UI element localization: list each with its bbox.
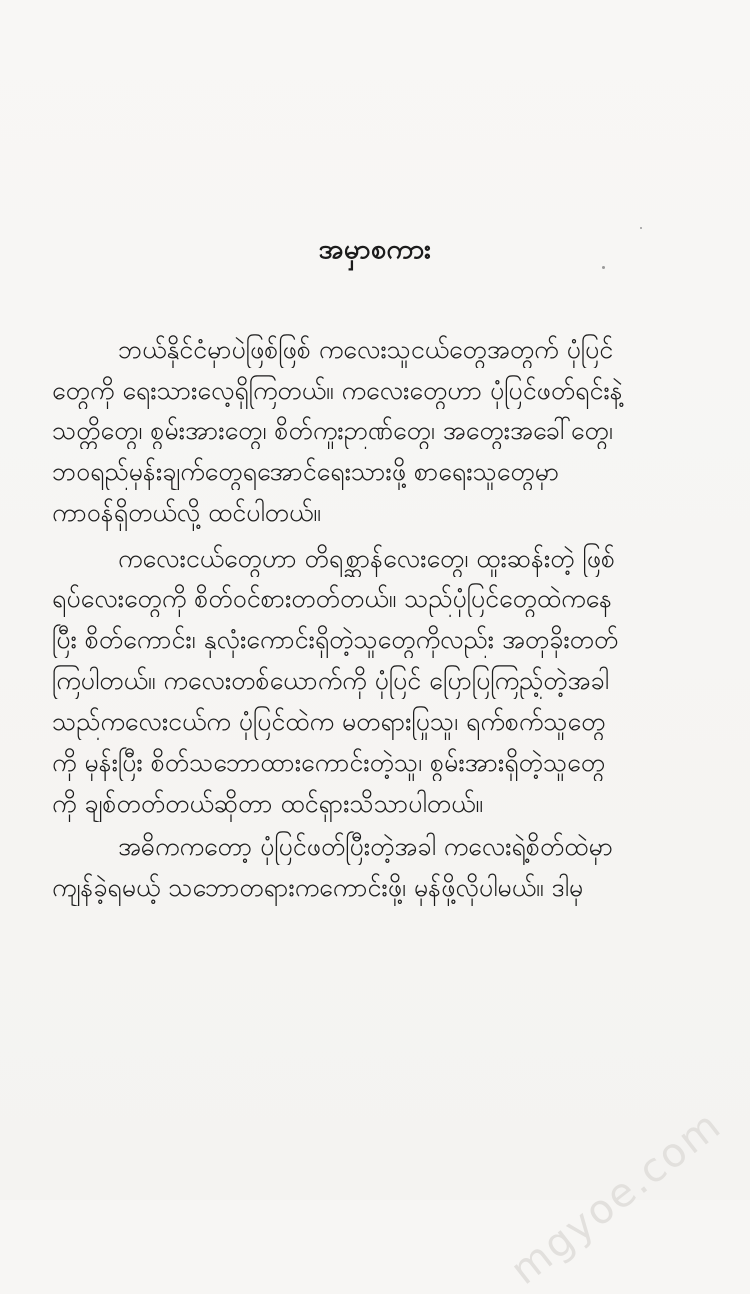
text-line-13: အဓိကကတော့ ပုံပြင်ဖတ်ပြီးတဲ့အခါ ကလေးရဲ့စိတ်ထဲမှာ: [118, 832, 614, 861]
text-line-7: ရပ်လေးတွေကို စိတ်ဝင်စားတတ်တယ်။ သည်ပုံပြင်တွေထဲကနေ: [52, 584, 613, 613]
text-line-8: ပြီး စိတ်ကောင်း၊ နှလုံးကောင်းရှိတဲ့သူတွေကိုလည်း အတုခိုးတတ်: [52, 625, 619, 654]
text-line-14: ကျန်ခဲ့ရမယ့် သဘောတရားကကောင်းဖို့၊ မှန်ဖို့လိုပါမယ်။ ဒါမှ: [52, 873, 584, 902]
text-line-5: ကာဝန်ရှိတယ်လို့ ထင်ပါတယ်။: [52, 498, 321, 527]
watermark: mgyoe.com: [502, 1101, 730, 1294]
text-line-3: သတ္တိတွေ၊ စွမ်းအားတွေ၊ စိတ်ကူးဉာဏ်တွေ၊ အတွေးအခေါ်တွေ၊: [52, 416, 613, 445]
text-line-2: တွေကို ရေးသားလေ့ရှိကြတယ်။ ကလေးတွေဟာ ပုံပြင်ဖတ်ရင်းနဲ့: [52, 376, 623, 405]
text-line-11: ကို မုန်းပြီး စိတ်သဘောထားကောင်းတဲ့သူ၊ စွမ်းအားရှိတဲ့သူတွေ: [52, 748, 606, 777]
paper-speck: [640, 227, 642, 229]
page-title: အမှာစကား: [318, 234, 432, 265]
text-line-9: ကြပါတယ်။ ကလေးတစ်ယောက်ကို ပုံပြင် ပြောပြကြည့်တဲ့အခါ: [52, 666, 609, 695]
text-line-6: ကလေးငယ်တွေဟာ တိရစ္ဆာန်လေးတွေ၊ ထူးဆန်းတဲ့ ဖြစ်: [118, 544, 616, 573]
text-line-1: ဘယ်နိုင်ငံမှာပဲဖြစ်ဖြစ် ကလေးသူငယ်တွေအတွက် ပုံပြင်: [118, 335, 614, 364]
text-line-12: ကို ချစ်တတ်တယ်ဆိုတာ ထင်ရှားသိသာပါတယ်။: [52, 789, 483, 818]
text-line-4: ဘဝရည်မှန်းချက်တွေရအောင်ရေးသားဖို့ စာရေးသူတွေမှာ: [52, 457, 560, 486]
paper-speck: [602, 266, 605, 269]
text-line-10: သည်ကလေးငယ်က ပုံပြင်ထဲက မတရားပြုသူ၊ ရက်စက်သူတွေ: [52, 707, 606, 736]
